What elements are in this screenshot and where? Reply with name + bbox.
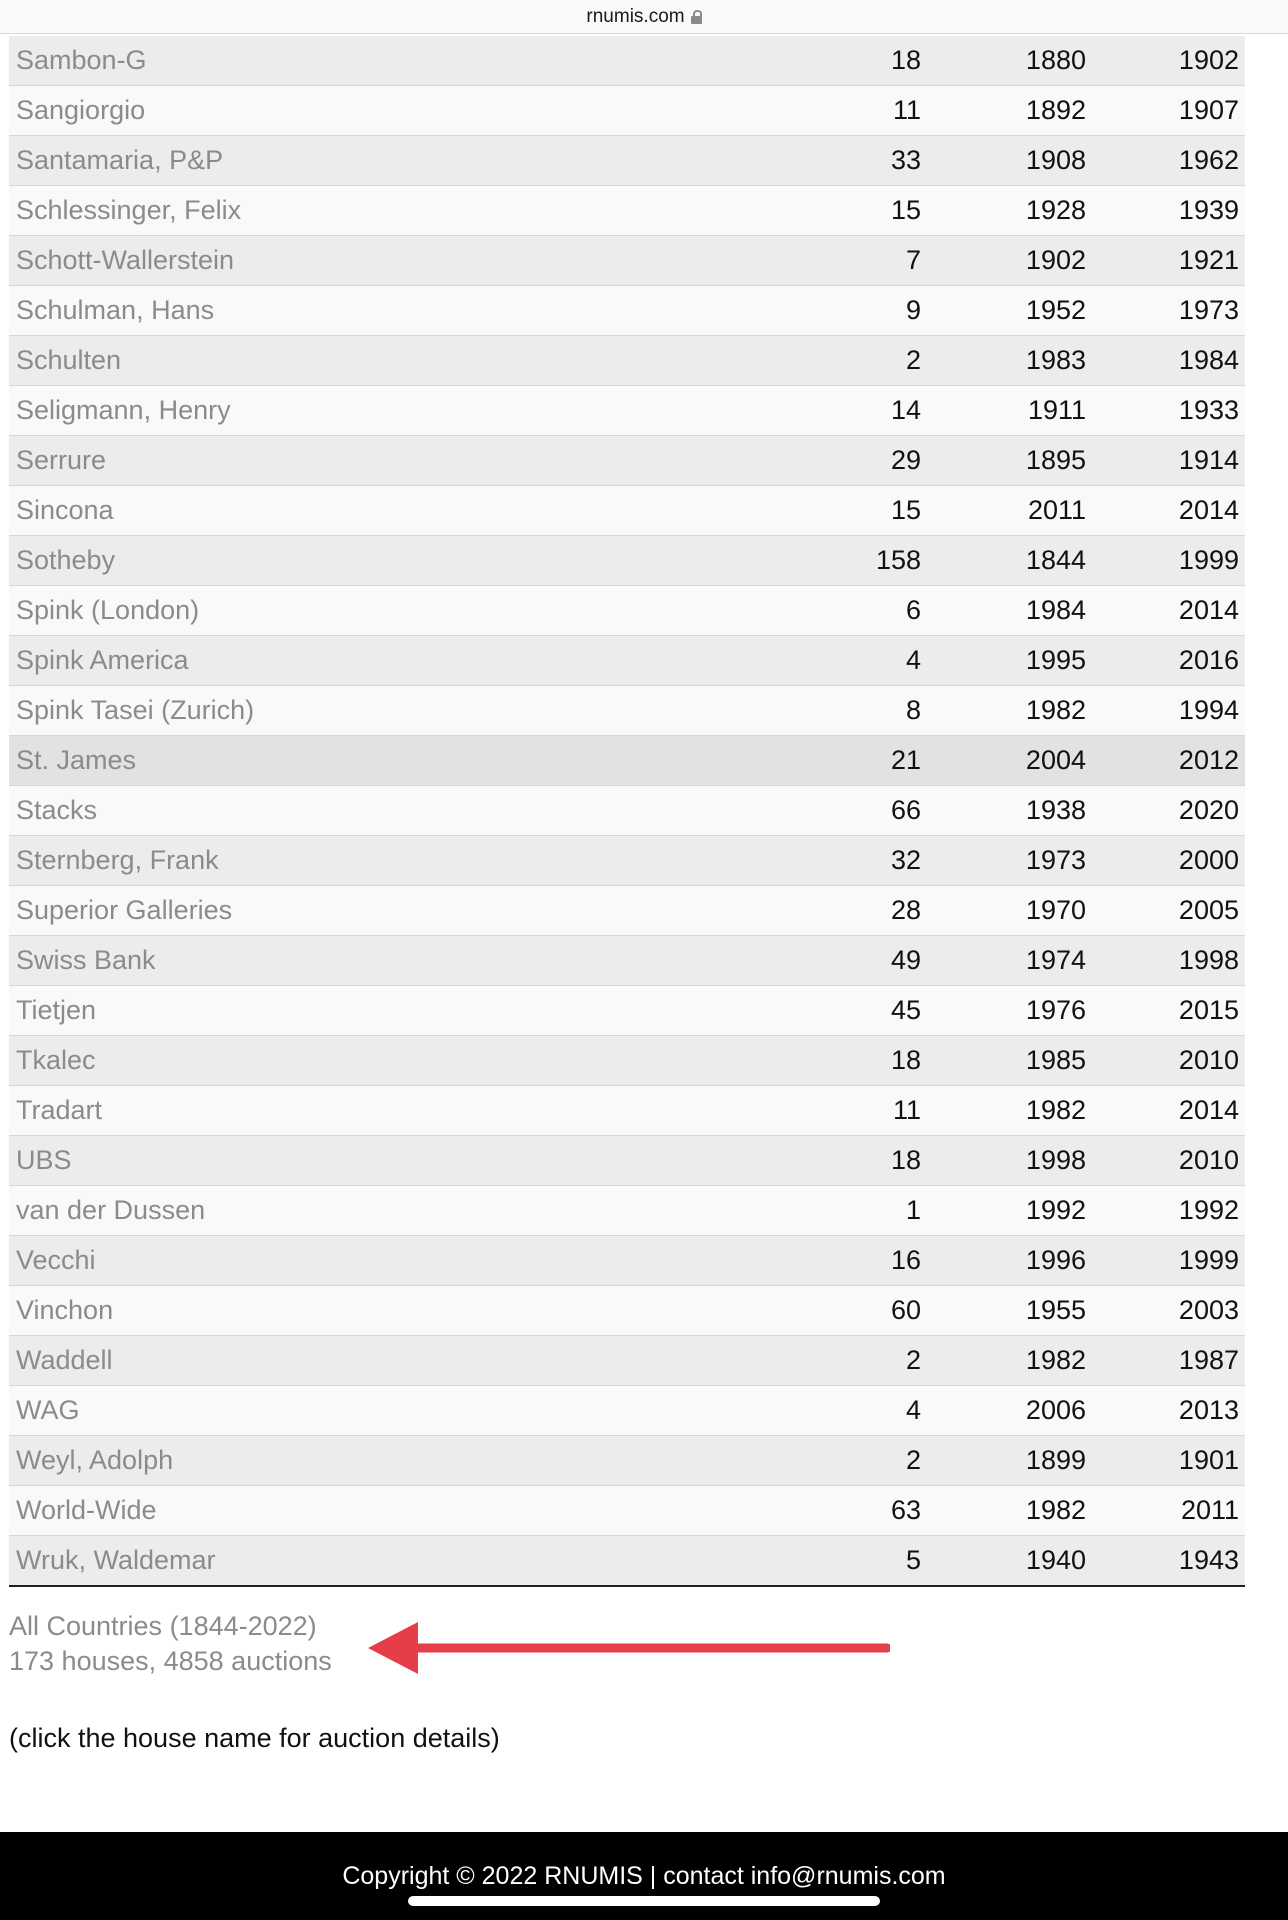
house-name-link[interactable]: Schlessinger, Felix bbox=[16, 195, 242, 225]
table-row bbox=[9, 336, 1245, 386]
table-row bbox=[9, 1336, 1245, 1386]
auction-count: 11 bbox=[892, 95, 921, 125]
house-name-link[interactable]: Swiss Bank bbox=[16, 945, 156, 975]
first-year: 1938 bbox=[1025, 795, 1086, 825]
last-year: 2003 bbox=[1178, 1295, 1239, 1325]
table-row bbox=[9, 186, 1245, 236]
table-row bbox=[9, 1186, 1245, 1236]
auction-count: 18 bbox=[890, 1045, 921, 1075]
auction-count: 63 bbox=[890, 1495, 921, 1525]
table-row bbox=[9, 986, 1245, 1036]
auction-count: 8 bbox=[905, 695, 921, 725]
auction-count: 14 bbox=[890, 395, 921, 425]
home-indicator[interactable] bbox=[408, 1896, 880, 1906]
house-name-link[interactable]: St. James bbox=[16, 745, 137, 775]
last-year: 1902 bbox=[1178, 45, 1239, 75]
table-row bbox=[9, 286, 1245, 336]
auction-count: 16 bbox=[890, 1245, 921, 1275]
auction-count: 32 bbox=[890, 845, 921, 875]
house-name-link[interactable]: Serrure bbox=[16, 445, 107, 475]
house-name-link[interactable]: WAG bbox=[16, 1395, 80, 1425]
house-name-link[interactable]: Sternberg, Frank bbox=[16, 845, 219, 875]
auction-count: 15 bbox=[890, 195, 921, 225]
house-name-link[interactable]: Spink (London) bbox=[16, 595, 200, 625]
footer bbox=[0, 1832, 1288, 1920]
auction-count: 15 bbox=[890, 495, 921, 525]
auction-count: 4 bbox=[905, 645, 921, 675]
last-year: 2000 bbox=[1178, 845, 1239, 875]
auction-count: 7 bbox=[905, 245, 921, 275]
house-name-link[interactable]: Superior Galleries bbox=[16, 895, 233, 925]
auction-count: 5 bbox=[905, 1545, 921, 1575]
table-row bbox=[9, 736, 1245, 786]
table-row bbox=[9, 536, 1245, 586]
table-row bbox=[9, 1486, 1245, 1536]
table-row bbox=[9, 36, 1245, 86]
house-name-link[interactable]: Santamaria, P&P bbox=[16, 145, 224, 175]
first-year: 1982 bbox=[1025, 1495, 1086, 1525]
click-hint: (click the house name for auction details) bbox=[9, 1723, 500, 1753]
house-name-link[interactable]: Weyl, Adolph bbox=[16, 1445, 174, 1475]
last-year: 2013 bbox=[1178, 1395, 1239, 1425]
auction-count: 45 bbox=[890, 995, 921, 1025]
house-name-link[interactable]: Spink Tasei (Zurich) bbox=[16, 695, 255, 725]
first-year: 1982 bbox=[1025, 1345, 1086, 1375]
last-year: 1987 bbox=[1178, 1345, 1239, 1375]
footer-copyright: Copyright © 2022 RNUMIS | contact info@rnumis.com bbox=[342, 1862, 946, 1890]
auction-count: 2 bbox=[905, 1445, 921, 1475]
last-year: 2012 bbox=[1178, 745, 1239, 775]
table-row bbox=[9, 136, 1245, 186]
first-year: 1899 bbox=[1025, 1445, 1086, 1475]
last-year: 2010 bbox=[1178, 1145, 1239, 1175]
house-name-link[interactable]: Seligmann, Henry bbox=[16, 395, 231, 425]
last-year: 2005 bbox=[1178, 895, 1239, 925]
table-row bbox=[9, 86, 1245, 136]
first-year: 1976 bbox=[1025, 995, 1086, 1025]
last-year: 1994 bbox=[1178, 695, 1239, 725]
auction-count: 9 bbox=[905, 295, 921, 325]
table-row bbox=[9, 586, 1245, 636]
house-name-link[interactable]: Sambon-G bbox=[16, 45, 147, 75]
auction-count: 2 bbox=[905, 345, 921, 375]
table-row bbox=[9, 1136, 1245, 1186]
auction-count: 66 bbox=[890, 795, 921, 825]
table-row bbox=[9, 936, 1245, 986]
last-year: 2011 bbox=[1180, 1495, 1239, 1525]
last-year: 1907 bbox=[1178, 95, 1239, 125]
last-year: 2016 bbox=[1178, 645, 1239, 675]
first-year: 1985 bbox=[1025, 1045, 1086, 1075]
house-name-link[interactable]: Waddell bbox=[16, 1345, 113, 1375]
auction-count: 28 bbox=[890, 895, 921, 925]
first-year: 1998 bbox=[1025, 1145, 1086, 1175]
first-year: 1880 bbox=[1025, 45, 1086, 75]
house-name-link[interactable]: Wruk, Waldemar bbox=[16, 1545, 216, 1575]
last-year: 1962 bbox=[1178, 145, 1239, 175]
last-year: 1901 bbox=[1178, 1445, 1239, 1475]
auction-count: 60 bbox=[890, 1295, 921, 1325]
table-row bbox=[9, 1086, 1245, 1136]
last-year: 2014 bbox=[1178, 495, 1239, 525]
last-year: 1933 bbox=[1178, 395, 1239, 425]
house-name-link[interactable]: Stacks bbox=[16, 795, 98, 825]
table-row bbox=[9, 1436, 1245, 1486]
first-year: 1970 bbox=[1025, 895, 1086, 925]
first-year: 1983 bbox=[1025, 345, 1086, 375]
summary-totals: 173 houses, 4858 auctions bbox=[9, 1646, 332, 1676]
house-name-link[interactable]: Tkalec bbox=[16, 1045, 96, 1075]
house-name-link[interactable]: Schulten bbox=[16, 345, 122, 375]
table-row bbox=[9, 236, 1245, 286]
lock-icon bbox=[691, 10, 702, 23]
table-row bbox=[9, 1536, 1245, 1585]
table-row bbox=[9, 1286, 1245, 1336]
first-year: 1955 bbox=[1025, 1295, 1086, 1325]
house-name-link[interactable]: World-Wide bbox=[16, 1495, 157, 1525]
first-year: 2004 bbox=[1025, 745, 1086, 775]
auction-count: 4 bbox=[905, 1395, 921, 1425]
last-year: 1921 bbox=[1178, 245, 1239, 275]
last-year: 2020 bbox=[1178, 795, 1239, 825]
table-row bbox=[9, 386, 1245, 436]
house-name-link[interactable]: Tietjen bbox=[16, 995, 97, 1025]
house-name-link[interactable]: Sotheby bbox=[16, 545, 116, 575]
first-year: 1911 bbox=[1027, 395, 1086, 425]
first-year: 1908 bbox=[1025, 145, 1086, 175]
first-year: 1892 bbox=[1025, 95, 1086, 125]
house-name-link[interactable]: Vecchi bbox=[16, 1245, 96, 1275]
first-year: 1902 bbox=[1025, 245, 1086, 275]
table-row bbox=[9, 786, 1245, 836]
first-year: 1940 bbox=[1025, 1545, 1086, 1575]
house-name-link[interactable]: UBS bbox=[16, 1145, 72, 1175]
last-year: 1999 bbox=[1178, 545, 1239, 575]
last-year: 1973 bbox=[1178, 295, 1239, 325]
auction-houses-table bbox=[9, 36, 1245, 1587]
table-row bbox=[9, 1036, 1245, 1086]
first-year: 1844 bbox=[1025, 545, 1086, 575]
house-name-link[interactable]: van der Dussen bbox=[16, 1195, 206, 1225]
first-year: 2011 bbox=[1027, 495, 1086, 525]
auction-count: 21 bbox=[890, 745, 921, 775]
summary bbox=[9, 1609, 332, 1679]
arrow-left-icon bbox=[360, 1618, 890, 1678]
house-name-link[interactable]: Sangiorgio bbox=[16, 95, 146, 125]
auction-count: 1 bbox=[905, 1195, 921, 1225]
auction-count: 49 bbox=[890, 945, 921, 975]
house-name-link[interactable]: Tradart bbox=[16, 1095, 103, 1125]
last-year: 1998 bbox=[1178, 945, 1239, 975]
first-year: 2006 bbox=[1025, 1395, 1086, 1425]
last-year: 1999 bbox=[1178, 1245, 1239, 1275]
first-year: 1952 bbox=[1025, 295, 1086, 325]
table-row bbox=[9, 486, 1245, 536]
last-year: 1992 bbox=[1178, 1195, 1239, 1225]
auction-count: 158 bbox=[875, 545, 921, 575]
table-row bbox=[9, 836, 1245, 886]
auction-count: 6 bbox=[905, 595, 921, 625]
url-text: rnumis.com bbox=[586, 5, 685, 27]
first-year: 1996 bbox=[1025, 1245, 1086, 1275]
last-year: 1939 bbox=[1178, 195, 1239, 225]
table-row bbox=[9, 1236, 1245, 1286]
house-name-link[interactable]: Vinchon bbox=[16, 1295, 114, 1325]
house-name-link[interactable]: Sincona bbox=[16, 495, 114, 525]
last-year: 2010 bbox=[1178, 1045, 1239, 1075]
last-year: 1914 bbox=[1178, 445, 1239, 475]
house-name-link[interactable]: Schott-Wallerstein bbox=[16, 245, 235, 275]
table-row bbox=[9, 686, 1245, 736]
first-year: 1982 bbox=[1025, 695, 1086, 725]
last-year: 1943 bbox=[1178, 1545, 1239, 1575]
last-year: 2014 bbox=[1178, 595, 1239, 625]
auction-count: 11 bbox=[892, 1095, 921, 1125]
first-year: 1973 bbox=[1025, 845, 1086, 875]
auction-count: 33 bbox=[890, 145, 921, 175]
first-year: 1974 bbox=[1025, 945, 1086, 975]
summary-countries: All Countries (1844-2022) bbox=[9, 1611, 317, 1641]
table-row bbox=[9, 636, 1245, 686]
first-year: 1982 bbox=[1025, 1095, 1086, 1125]
house-name-link[interactable]: Spink America bbox=[16, 645, 189, 675]
first-year: 1928 bbox=[1025, 195, 1086, 225]
browser-url-bar[interactable] bbox=[0, 0, 1288, 34]
last-year: 1984 bbox=[1178, 345, 1239, 375]
first-year: 1984 bbox=[1025, 595, 1086, 625]
auction-count: 2 bbox=[905, 1345, 921, 1375]
last-year: 2014 bbox=[1178, 1095, 1239, 1125]
table-row bbox=[9, 1386, 1245, 1436]
house-name-link[interactable]: Schulman, Hans bbox=[16, 295, 215, 325]
auction-count: 18 bbox=[890, 1145, 921, 1175]
table-row bbox=[9, 886, 1245, 936]
auction-count: 29 bbox=[890, 445, 921, 475]
last-year: 2015 bbox=[1178, 995, 1239, 1025]
auction-count: 18 bbox=[890, 45, 921, 75]
first-year: 1895 bbox=[1025, 445, 1086, 475]
table-row bbox=[9, 436, 1245, 486]
first-year: 1995 bbox=[1025, 645, 1086, 675]
first-year: 1992 bbox=[1025, 1195, 1086, 1225]
